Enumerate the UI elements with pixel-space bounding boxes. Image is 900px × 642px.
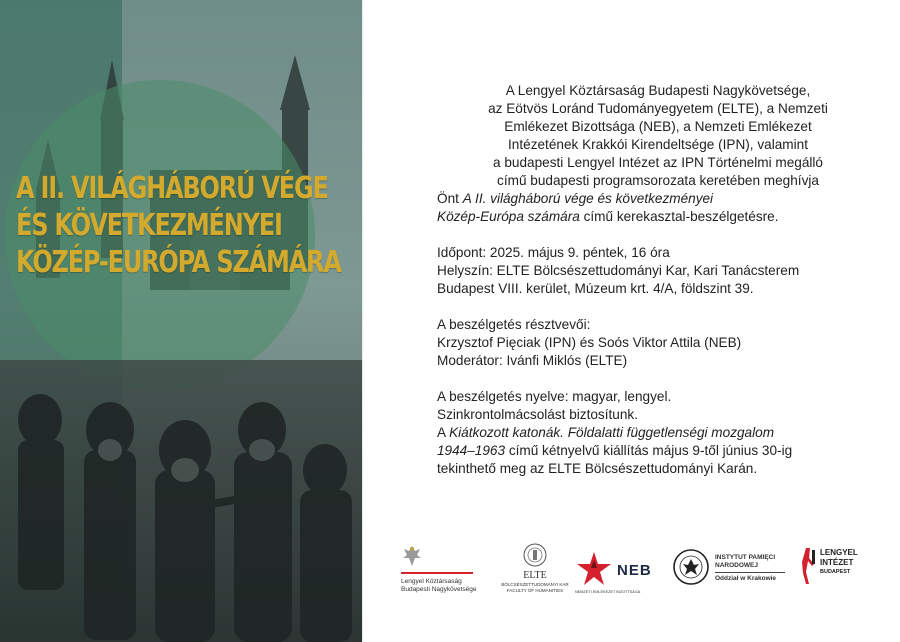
intro-line: című budapesti programsorozata keretében meghívja	[497, 173, 819, 188]
intro-invite-prefix: Önt	[437, 191, 459, 206]
polish-institute-figure-icon	[800, 546, 820, 586]
event-title-part2: Közép-Európa számára	[437, 209, 580, 224]
intro-invite-line	[437, 190, 877, 208]
institute-line-1: LENGYEL	[820, 548, 858, 557]
event-time: Időpont: 2025. május 9. péntek, 16 óra	[437, 245, 670, 260]
institute-line-2: INTÉZET	[820, 558, 854, 567]
intro-suffix: című kerekasztal-beszélgetésre.	[583, 209, 779, 224]
invitation-text	[437, 82, 877, 478]
polish-eagle-icon	[401, 544, 423, 568]
elte-name: ELTE	[523, 570, 547, 581]
intro-line: Emlékezet Bizottsága (NEB), a Nemzeti Emlékezet	[504, 119, 812, 134]
intro-line: Intézetének Krakkói Kirendeltsége (IPN), valamint	[508, 137, 808, 152]
intro-final-line	[437, 208, 877, 226]
exhibition-line-1: A Kiátkozott katonák. Földalatti függetlenségi mozgalom	[437, 425, 775, 440]
exhibition-title-part1: Kiátkozott katonák. Földalatti függetlenségi mozgalom	[449, 425, 775, 440]
ipn-name-line-1: INSTYTUT PAMIĘCI	[715, 554, 776, 561]
elte-faculty: BÖLCSÉSZETTUDOMÁNYI KAR	[501, 582, 569, 587]
exhibition-line-2	[437, 442, 877, 460]
intro-paragraph	[437, 82, 877, 226]
poster-title-line-2: ÉS KÖVETKEZMÉNYEI	[16, 208, 282, 243]
intro-line: az Eötvös Loránd Tudományegyetem (ELTE), a Nemzeti	[488, 101, 828, 116]
institute-line-3: BUDAPEST	[820, 569, 851, 575]
historical-photo	[0, 0, 362, 642]
embassy-red-line	[401, 572, 473, 574]
event-details	[437, 244, 877, 298]
neb-star-icon	[575, 550, 613, 588]
intro-line: a budapesti Lengyel Intézet az IPN Történelmi megálló	[493, 155, 823, 170]
ipn-name-line-2: NARODOWEJ	[715, 562, 758, 569]
participants-block	[437, 316, 877, 370]
poster-title	[16, 170, 356, 281]
elte-seal-icon	[522, 542, 548, 568]
exhibition-title-part2: 1944–1963	[437, 443, 506, 458]
interpreting-info: Szinkrontolmácsolást biztosítunk.	[437, 407, 638, 422]
participants-heading: A beszélgetés résztvevői:	[437, 317, 591, 332]
neb-name: NEB	[617, 562, 652, 579]
ipn-branch: Oddział w Krakowie	[715, 575, 777, 582]
exhibition-text-part2: című kétnyelvű kiállítás május 9-től június 30-ig	[508, 443, 793, 458]
intro-line: A Lengyel Köztársaság Budapesti Nagykövetsége,	[505, 83, 811, 98]
moderator: Moderátor: Ivánfi Miklós (ELTE)	[437, 353, 628, 368]
event-title-part1: A II. világháború vége és következményei	[462, 191, 714, 206]
panel-divider	[362, 0, 363, 642]
exhibition-line-3: tekinthető meg az ELTE Bölcsészettudományi Karán.	[437, 461, 758, 476]
polish-embassy-logo	[395, 544, 475, 594]
ipn-seal-icon	[672, 548, 710, 586]
language-info: A beszélgetés nyelve: magyar, lengyel.	[437, 389, 672, 404]
embassy-name-line-2: Budapesti Nagykövetsége	[401, 586, 477, 593]
poster-image-panel	[0, 0, 362, 642]
partner-logos	[395, 540, 875, 610]
elte-faculty-en: FACULTY OF HUMANITIES	[506, 588, 564, 593]
embassy-name-line-1: Lengyel Köztársaság	[401, 578, 462, 585]
elte-logo	[495, 542, 575, 594]
poster-title-line-1: A II. VILÁGHÁBORÚ VÉGE	[16, 171, 328, 206]
language-exhibition-block	[437, 388, 877, 478]
neb-full-name: NEMZETI EMLÉKEZET BIZOTTSÁGA	[575, 590, 641, 594]
event-place: Helyszín: ELTE Bölcsészettudományi Kar, Kari Tanácsterem	[437, 263, 800, 278]
participants-list: Krzysztof Pięciak (IPN) és Soós Viktor Attila (NEB)	[437, 335, 742, 350]
event-address: Budapest VIII. kerület, Múzeum krt. 4/A, földszint 39.	[437, 281, 754, 296]
poster-title-line-3: KÖZÉP-EURÓPA SZÁMÁRA	[16, 245, 341, 280]
